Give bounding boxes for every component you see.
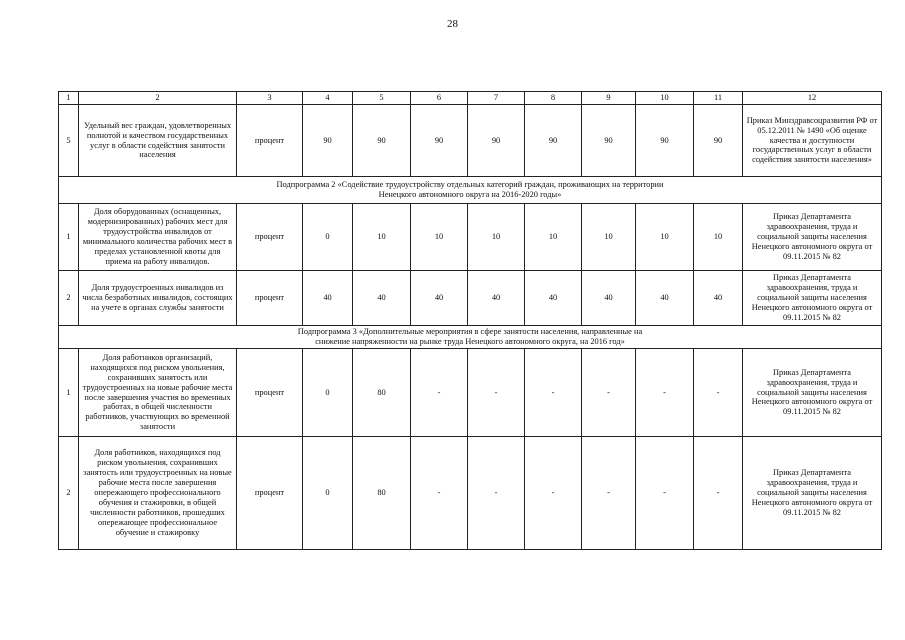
row-number: 5 xyxy=(59,105,79,177)
table-row xyxy=(59,437,882,550)
value-cell: 10 xyxy=(636,204,694,271)
table-row xyxy=(59,204,882,271)
value-cell: 10 xyxy=(468,204,525,271)
value-cell: - xyxy=(582,349,636,437)
header-cell: 1 xyxy=(59,92,79,105)
value-cell: - xyxy=(636,437,694,550)
value-cell: 40 xyxy=(694,271,743,326)
value-cell: 0 xyxy=(303,437,353,550)
value-cell: 10 xyxy=(353,204,411,271)
header-cell: 12 xyxy=(743,92,882,105)
value-cell: 40 xyxy=(468,271,525,326)
value-cell: - xyxy=(636,349,694,437)
value-cell: 40 xyxy=(303,271,353,326)
indicator-description: Доля работников организаций, находящихся под риском увольнения, сохранивших занятость или трудоустроенных на новые рабочие места после завершения участия во временных работах, в общей численности работников, участвующих во временной занятости xyxy=(79,349,237,437)
subprogram-title-line: Подпрограмма 2 «Содействие трудоустройству отдельных категорий граждан, проживающих на территории xyxy=(276,180,664,190)
subprogram-title xyxy=(59,326,882,349)
value-cell: 0 xyxy=(303,204,353,271)
unit-cell: процент xyxy=(237,349,303,437)
value-cell: 90 xyxy=(525,105,582,177)
subprogram-row xyxy=(59,326,882,349)
value-cell: 80 xyxy=(353,437,411,550)
source-document: Приказ Департамента здравоохранения, труда и социальной защиты населения Ненецкого автономного округа от 09.11.2015 № 82 xyxy=(743,349,882,437)
unit-cell: процент xyxy=(237,271,303,326)
indicator-description: Удельный вес граждан, удовлетворенных полнотой и качеством государственных услуг в области содействия занятости населения xyxy=(79,105,237,177)
value-cell: 90 xyxy=(694,105,743,177)
value-cell: 0 xyxy=(303,349,353,437)
source-document: Приказ Минздравсоцразвития РФ от 05.12.2011 № 1490 «Об оценке качества и доступности государственных услуг в области содействия занятости населения» xyxy=(743,105,882,177)
unit-cell: процент xyxy=(237,105,303,177)
value-cell: 10 xyxy=(525,204,582,271)
header-row xyxy=(59,92,882,105)
source-document: Приказ Департамента здравоохранения, труда и социальной защиты населения Ненецкого автономного округа от 09.11.2015 № 82 xyxy=(743,271,882,326)
value-cell: 40 xyxy=(636,271,694,326)
value-cell: 40 xyxy=(582,271,636,326)
value-cell: 90 xyxy=(411,105,468,177)
page-number: 28 xyxy=(447,18,458,30)
value-cell: - xyxy=(411,349,468,437)
subprogram-title-line: Подпрограмма 3 «Дополнительные мероприятия в сфере занятости населения, направленные на xyxy=(297,327,643,337)
value-cell: - xyxy=(525,437,582,550)
header-cell: 3 xyxy=(237,92,303,105)
header-cell: 5 xyxy=(353,92,411,105)
value-cell: - xyxy=(525,349,582,437)
subprogram-row xyxy=(59,177,882,204)
row-number: 2 xyxy=(59,437,79,550)
value-cell: 40 xyxy=(525,271,582,326)
value-cell: 90 xyxy=(468,105,525,177)
source-document: Приказ Департамента здравоохранения, труда и социальной защиты населения Ненецкого автономного округа от 09.11.2015 № 82 xyxy=(743,437,882,550)
value-cell: 90 xyxy=(582,105,636,177)
indicator-description: Доля работников, находящихся под риском увольнения, сохранивших занятость или трудоустроенных на новые рабочие места после завершения опережающего профессионального обучения и стажировки, в общей численности работников, прошедших опережающее профессиональное обучение и стажировку xyxy=(79,437,237,550)
value-cell: - xyxy=(694,349,743,437)
row-number: 1 xyxy=(59,204,79,271)
value-cell: 10 xyxy=(411,204,468,271)
row-number: 1 xyxy=(59,349,79,437)
value-cell: 10 xyxy=(582,204,636,271)
value-cell: 80 xyxy=(353,349,411,437)
table-row xyxy=(59,105,882,177)
table-row xyxy=(59,271,882,326)
value-cell: - xyxy=(468,437,525,550)
value-cell: 90 xyxy=(636,105,694,177)
header-cell: 8 xyxy=(525,92,582,105)
header-cell: 7 xyxy=(468,92,525,105)
row-number: 2 xyxy=(59,271,79,326)
value-cell: 90 xyxy=(353,105,411,177)
value-cell: - xyxy=(582,437,636,550)
unit-cell: процент xyxy=(237,437,303,550)
value-cell: 40 xyxy=(353,271,411,326)
indicator-description: Доля оборудованных (оснащенных, модернизированных) рабочих мест для трудоустройства инвалидов от минимального количества рабочих мест в пределах установленной квоты для приема на работу инвалидов. xyxy=(79,204,237,271)
value-cell: 40 xyxy=(411,271,468,326)
header-cell: 10 xyxy=(636,92,694,105)
header-cell: 6 xyxy=(411,92,468,105)
subprogram-title xyxy=(59,177,882,204)
source-document: Приказ Департамента здравоохранения, труда и социальной защиты населения Ненецкого автономного округа от 09.11.2015 № 82 xyxy=(743,204,882,271)
indicator-description: Доля трудоустроенных инвалидов из числа безработных инвалидов, состоящих на учете в органах службы занятости xyxy=(79,271,237,326)
value-cell: - xyxy=(694,437,743,550)
indicators-table xyxy=(58,91,882,550)
value-cell: 90 xyxy=(303,105,353,177)
value-cell: - xyxy=(411,437,468,550)
header-cell: 9 xyxy=(582,92,636,105)
unit-cell: процент xyxy=(237,204,303,271)
header-cell: 4 xyxy=(303,92,353,105)
subprogram-title-line: Ненецкого автономного округа на 2016-2020 годы» xyxy=(378,190,562,199)
value-cell: - xyxy=(468,349,525,437)
header-cell: 11 xyxy=(694,92,743,105)
value-cell: 10 xyxy=(694,204,743,271)
subprogram-title-line: снижение напряженности на рынке труда Ненецкого автономного округа, на 2016 год» xyxy=(315,337,625,346)
table-row xyxy=(59,349,882,437)
header-cell: 2 xyxy=(79,92,237,105)
